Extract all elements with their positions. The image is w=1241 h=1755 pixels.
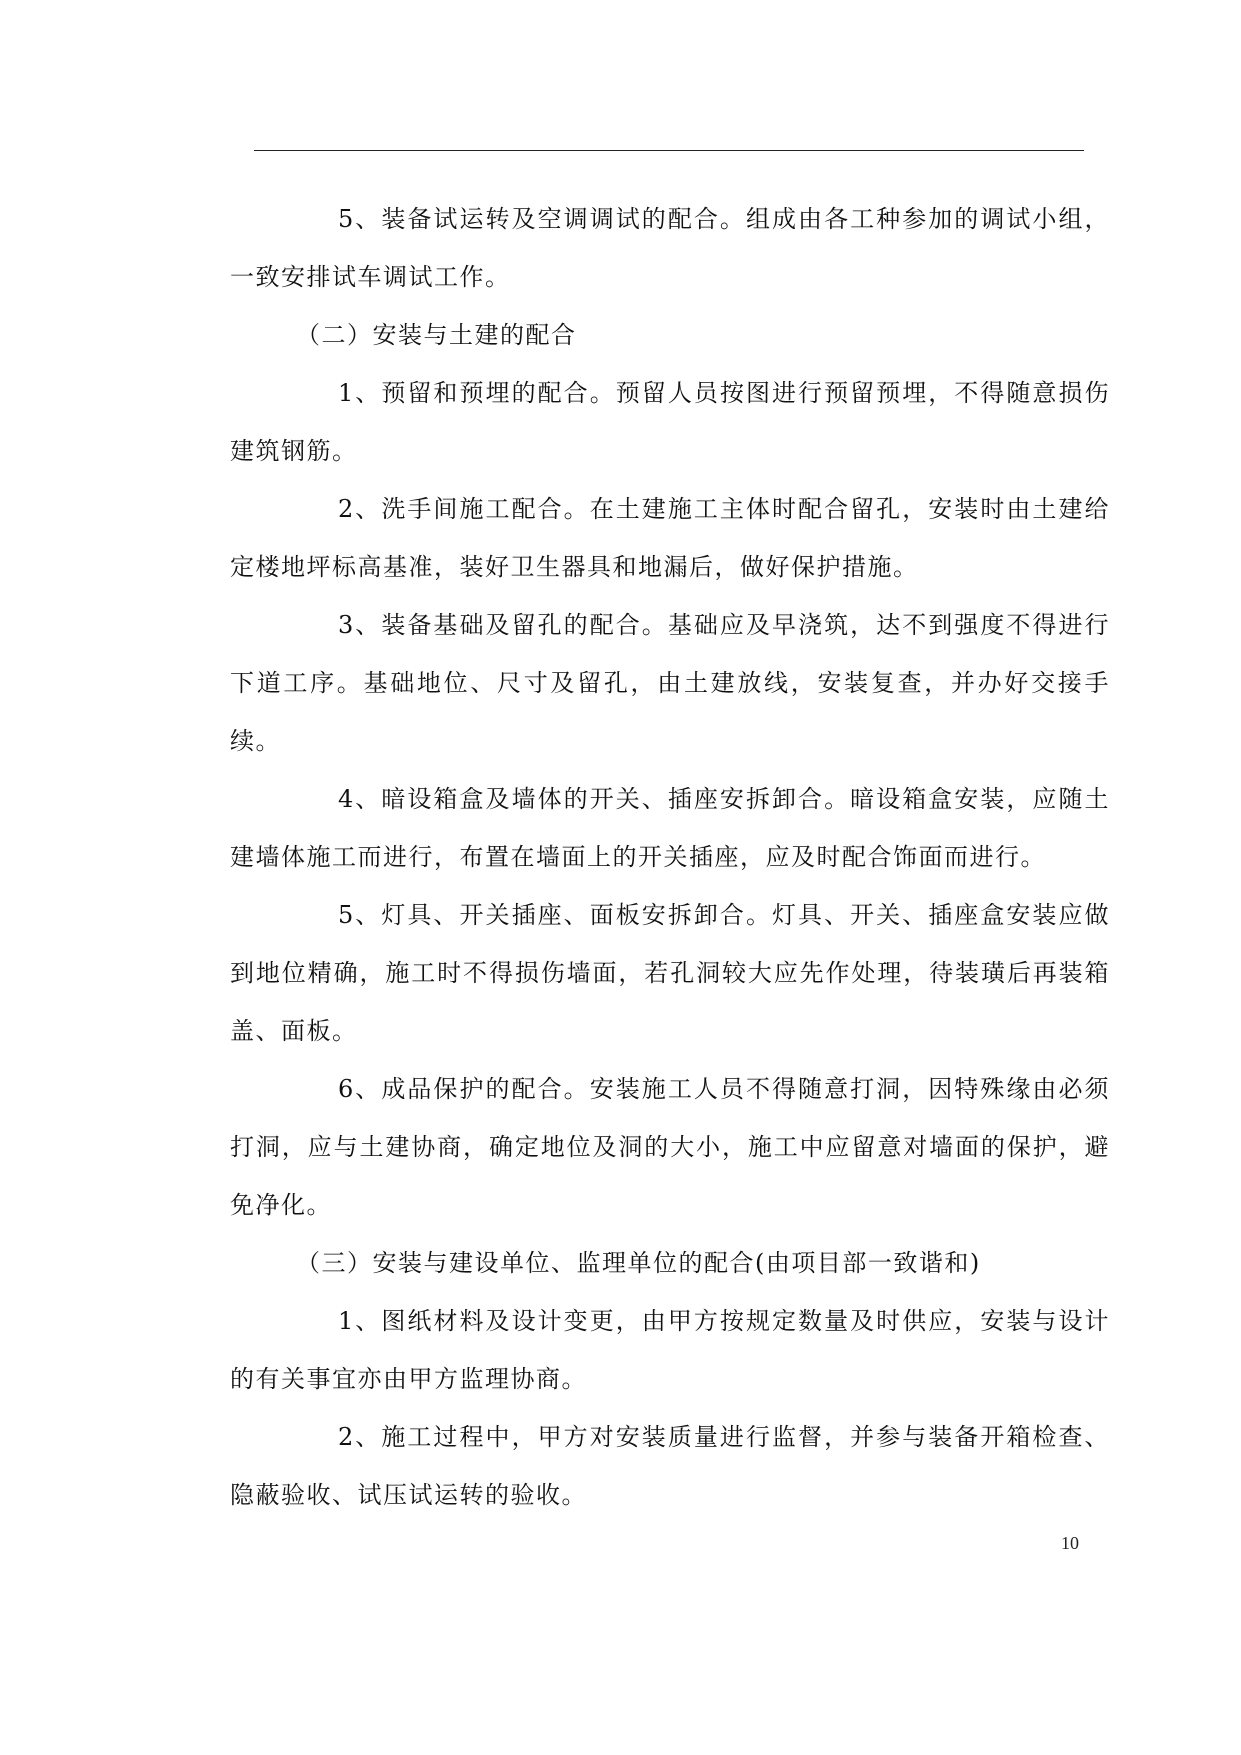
- paragraph-item-2-inspection: 2、施工过程中，甲方对安装质量进行监督，并参与装备开箱检查、隐蔽验收、试压试运转的验收。: [230, 1423, 1110, 1509]
- page-number: 10: [1061, 1533, 1079, 1553]
- paragraph-item-3-foundation: 3、装备基础及留孔的配合。基础应及早浇筑，达不到强度不得进行下道工序。基础地位、尺寸及留孔，由土建放线，安装复查，并办好交接手续。: [230, 611, 1110, 755]
- section-heading-owner-supervision: （三）安装与建设单位、监理单位的配合(由项目部一致谐和): [296, 1249, 981, 1277]
- paragraph-item-5-commissioning: 5、装备试运转及空调调试的配合。组成由各工种参加的调试小组，一致安排试车调试工作。: [230, 205, 1110, 291]
- paragraph-item-1-embedding: 1、预留和预埋的配合。预留人员按图进行预留预埋，不得随意损伤建筑钢筋。: [230, 379, 1110, 465]
- paragraph-item-5-lighting: 5、灯具、开关插座、面板安拆卸合。灯具、开关、插座盒安装应做到地位精确，施工时不得损伤墙面，若孔洞较大应先作处理，待装璜后再装箱盖、面板。: [230, 901, 1110, 1045]
- section-heading-civil-coordination: （二）安装与土建的配合: [296, 321, 577, 349]
- paragraph-item-1-drawings: 1、图纸材料及设计变更，由甲方按规定数量及时供应，安装与设计的有关事宜亦由甲方监理协商。: [230, 1307, 1110, 1393]
- paragraph-item-2-washroom: 2、洗手间施工配合。在土建施工主体时配合留孔，安装时由土建给定楼地坪标高基准，装好卫生器具和地漏后，做好保护措施。: [230, 495, 1110, 581]
- paragraph-item-6-protection: 6、成品保护的配合。安装施工人员不得随意打洞，因特殊缘由必须打洞，应与土建协商，确定地位及洞的大小，施工中应留意对墙面的保护，避免净化。: [230, 1075, 1110, 1219]
- document-body: [230, 190, 1110, 1524]
- header-rule: [254, 150, 1084, 151]
- paragraph-item-4-concealed-boxes: 4、暗设箱盒及墙体的开关、插座安拆卸合。暗设箱盒安装，应随土建墙体施工而进行，布置在墙面上的开关插座，应及时配合饰面而进行。: [230, 785, 1110, 871]
